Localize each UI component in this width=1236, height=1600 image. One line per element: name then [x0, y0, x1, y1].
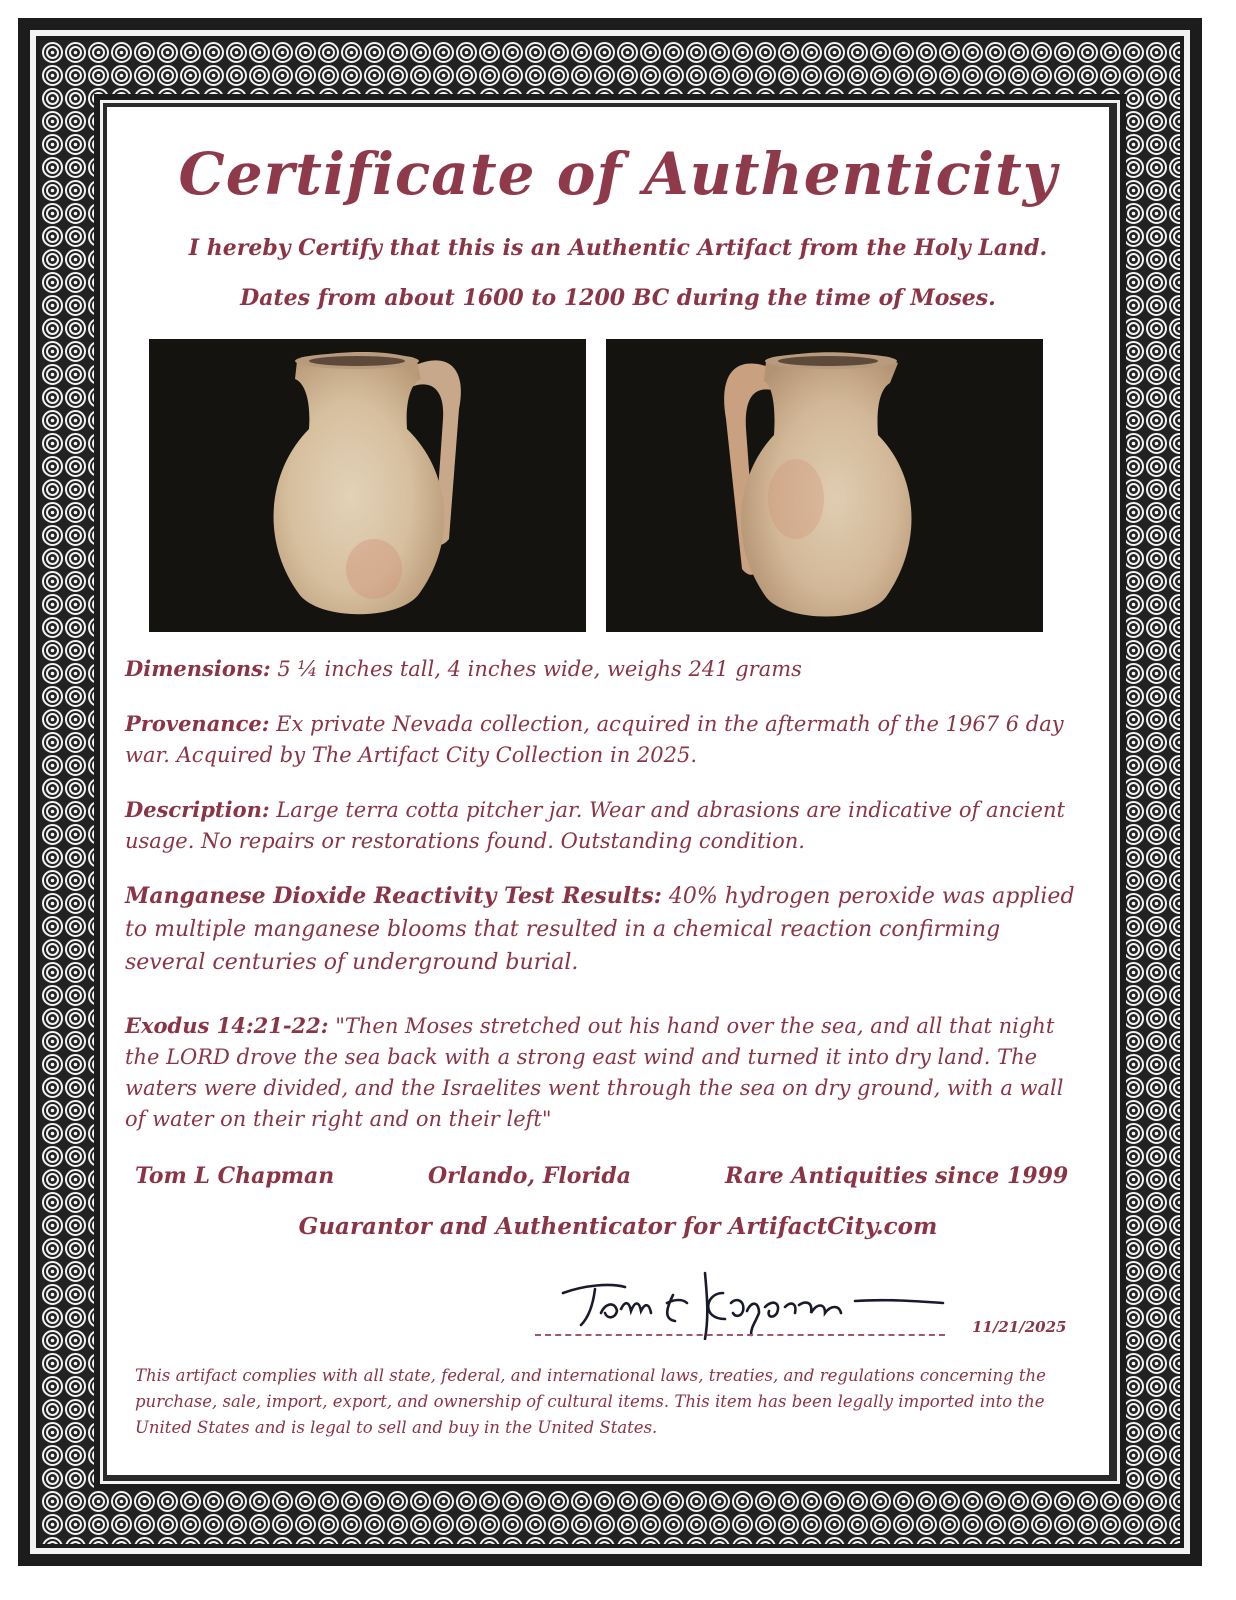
description-label: Description:	[125, 797, 270, 822]
exodus-text: "Then Moses stretched out his hand over the sea, and all that night the LORD drove the sea back with a strong east wind and turned it into dry land. The waters were divided, and the Israelites went through the sea on dry ground, with a wall of water on their right and on their left"	[125, 1014, 1064, 1131]
certificate-date: 11/21/2025	[972, 1318, 1067, 1336]
exodus-section	[125, 1010, 1085, 1135]
exodus-label: Exodus 14:21-22:	[125, 1013, 329, 1038]
provenance-label: Provenance:	[125, 711, 270, 736]
pitcher-jar-photo-front	[149, 339, 586, 632]
manganese-section	[125, 880, 1085, 979]
pitcher-jar-photo-front-icon	[149, 339, 586, 632]
dimensions-section	[125, 653, 1085, 685]
dimensions-label: Dimensions:	[125, 656, 271, 681]
signatory-location: Orlando, Florida	[428, 1163, 631, 1189]
pitcher-jar-photo-back	[606, 339, 1043, 632]
dimensions-text: 5 ¼ inches tall, 4 inches wide, weighs 241 grams	[277, 657, 802, 681]
description-section	[125, 794, 1085, 857]
description-text: Large terra cotta pitcher jar. Wear and abrasions are indicative of ancient usage. No repairs or restorations found. Outstanding condition.	[125, 798, 1065, 853]
manganese-label: Manganese Dioxide Reactivity Test Results:	[125, 883, 662, 909]
pitcher-jar-photo-back-icon	[606, 339, 1043, 632]
signature-icon	[555, 1255, 955, 1340]
guarantor-line: Guarantor and Authenticator for ArtifactCity.com	[298, 1213, 938, 1240]
signatory-name: Tom L Chapman	[135, 1163, 335, 1189]
provenance-section	[125, 708, 1085, 771]
intro-line-2: Dates from about 1600 to 1200 BC during the time of Moses.	[240, 285, 996, 311]
intro-line-1: I hereby Certify that this is an Authentic Artifact from the Holy Land.	[188, 235, 1048, 261]
signature-line	[535, 1334, 945, 1336]
legal-footer: This artifact complies with all state, federal, and international laws, treaties, and regulations concerning the purchase, sale, import, export, and ownership of cultural items. This item has been legally imported into the United States and is legal to sell and buy in the United States.	[135, 1366, 1046, 1437]
antiquities-since: Rare Antiquities since 1999	[725, 1163, 1069, 1189]
manganese-text: 40% hydrogen peroxide was applied to multiple manganese blooms that resulted in a chemical reaction confirming several centuries of underground burial.	[125, 884, 1075, 975]
certificate-title: Certificate of Authenticity	[178, 140, 1058, 208]
provenance-text: Ex private Nevada collection, acquired in the aftermath of the 1967 6 day war. Acquired by The Artifact City Collection in 2025.	[125, 712, 1064, 767]
